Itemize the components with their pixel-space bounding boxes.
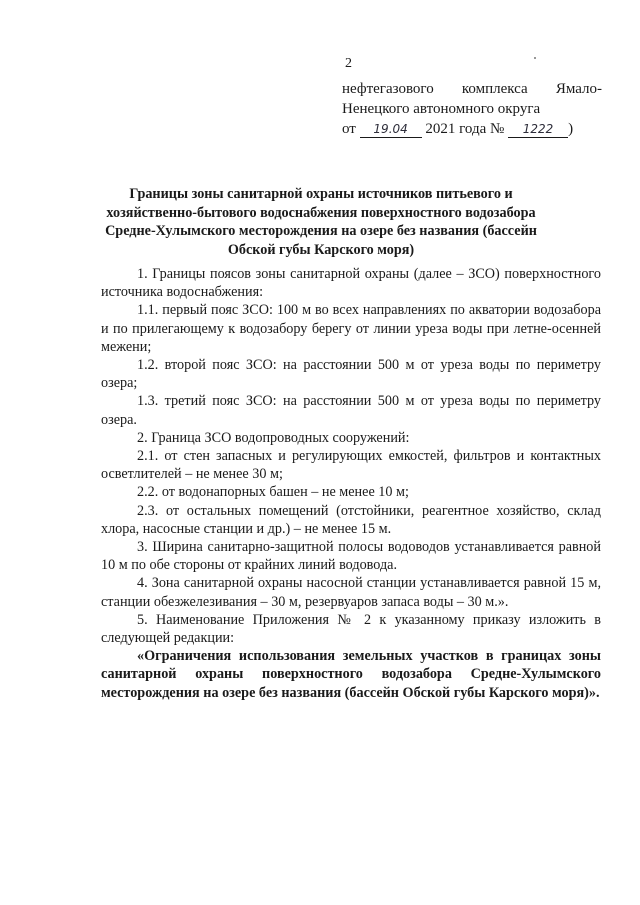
paragraph-1-1: 1.1. первый пояс ЗСО: 100 м во всех направлениях по акватории водозабора и по прилегающему к водозабору берегу от линии уреза воды при летне-осенней межени; (101, 302, 601, 355)
document-header (342, 79, 602, 139)
close-paren: ) (568, 121, 574, 137)
bold-paragraph: «Ограничения использования земельных участков в границах зоны санитарной охраны поверхностного водозабора Средне-Хулымского месторождения на озере без названия (бассейн Обской губы Карского моря)». (101, 648, 601, 701)
date-prefix: от (342, 121, 356, 137)
header-line-2: Ненецкого автономного округа (342, 101, 541, 117)
paragraph-4: 4. Зона санитарной охраны насосной станции устанавливается равной 15 м, станции обезжелезивания – 30 м, резервуаров запаса воды – 30 м.». (101, 575, 601, 610)
paragraph-1: 1. Границы поясов зоны санитарной охраны (далее – ЗСО) поверхностного источника водоснабжения: (101, 266, 601, 301)
page-number: 2 (345, 56, 352, 71)
paragraph-5: 5. Наименование Приложения № 2 к указанному приказу изложить в следующей редакции: (101, 611, 601, 647)
scan-speck (534, 57, 536, 59)
document-title: Границы зоны санитарной охраны источников питьевого и хозяйственно-бытового водоснабжения поверхностного водозабора Средне-Хулымского месторождения на озере без названия (бассейн Обской губы Карского моря) (105, 186, 537, 258)
document-body (101, 265, 601, 702)
paragraph-1-3: 1.3. третий пояс ЗСО: на расстоянии 500 м от уреза воды по периметру озера. (101, 393, 601, 428)
paragraph-1-2: 1.2. второй пояс ЗСО: на расстоянии 500 м от уреза воды по периметру озера; (101, 357, 601, 392)
paragraph-3: 3. Ширина санитарно-защитной полосы водоводов устанавливается равной 10 м по обе стороны от крайних линий водовода. (101, 539, 601, 574)
header-word-2: комплекса (461, 81, 528, 97)
paragraph-2-3: 2.3. от остальных помещений (отстойники, реагентное хозяйство, склад хлора, насосные станции и др.) – не менее 15 м. (101, 502, 601, 537)
header-date-line (342, 119, 602, 139)
paragraph-2: 2. Граница ЗСО водопроводных сооружений: (137, 429, 410, 446)
handwritten-date: 19.04 (360, 121, 422, 138)
paragraph-2-1: 2.1. от стен запасных и регулирующих емкостей, фильтров и контактных осветлителей – не менее 30 м; (101, 448, 601, 483)
header-line-1 (342, 79, 602, 99)
header-word-3: Ямало- (555, 81, 602, 97)
year-text: 2021 года № (425, 121, 505, 137)
paragraph-2-2: 2.2. от водонапорных башен – не менее 10 м; (137, 484, 409, 501)
header-word-1: нефтегазового (342, 81, 434, 97)
handwritten-number: 1222 (508, 121, 568, 138)
